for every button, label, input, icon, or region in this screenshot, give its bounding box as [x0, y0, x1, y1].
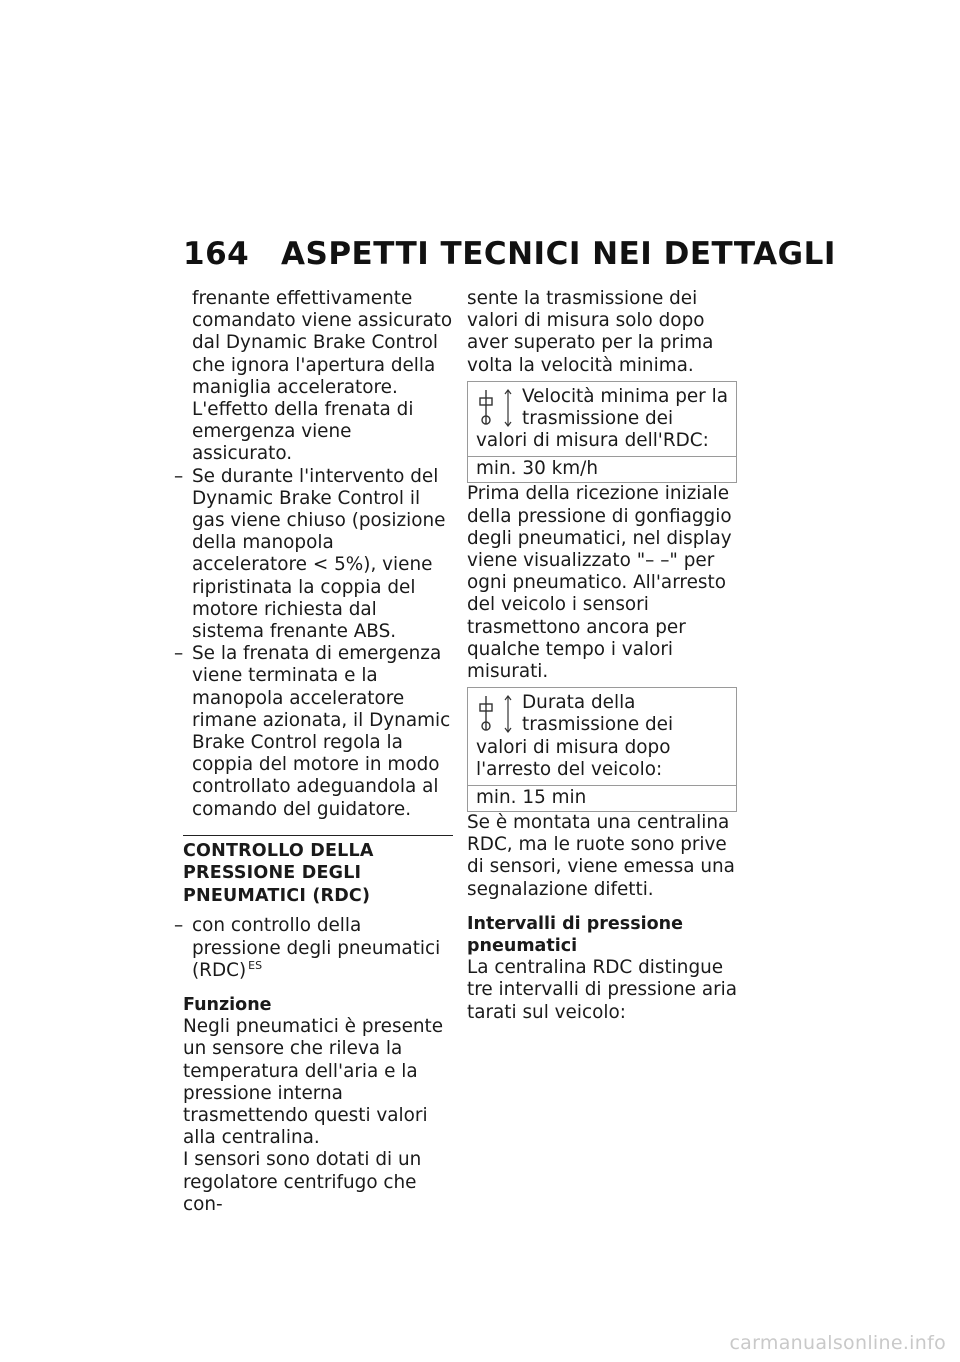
watermark: carmanualsonline.info [729, 1332, 946, 1354]
continued-paragraph: frenante effettivamente comandato viene assicurato dal Dynamic Brake Control che ignora l'apertura della maniglia acceleratore. [192, 288, 453, 398]
page-number: 164 [183, 236, 250, 272]
subheading-intervalli: Intervalli di pressione pneumatici [467, 913, 683, 957]
technical-data-box [467, 381, 737, 484]
function-paragraph: Negli pneumatici è presente un sensore che rileva la temperatura dell'aria e la pressione interna trasmettendo questi valori alla centralina. [183, 1016, 444, 1149]
bullet-item: – Se la frenata di emergenza viene terminata e la manopola acceleratore rimane azionata, il Dynamic Brake Control regola la coppia del motore in modo controllato adeguandola al comando del guidatore. [174, 643, 451, 820]
technical-data-value: min. 15 min [468, 785, 736, 811]
equipment-option: – con controllo della pressione degli pneumatici (RDC) $^{ES}$ [174, 915, 441, 981]
fault-paragraph: Se è montata una centralina RDC, ma le ruote sono prive di sensori, viene emessa una segnalazione difetti. [467, 812, 735, 900]
intervals-paragraph: La centralina RDC distingue tre intervalli di pressione aria tarati sul veicolo: [467, 957, 738, 1023]
technical-data-label: Durata della trasmissione dei valori di misura dopo l'arresto del veicolo: [476, 692, 674, 780]
section-title: CONTROLLO DELLA PRESSIONE DEGLI PNEUMATICI (RDC) [183, 835, 453, 908]
technical-data-icon [476, 386, 516, 430]
page-header [183, 236, 836, 272]
right-column [467, 288, 739, 1024]
display-paragraph: Prima della ricezione iniziale della pressione di gonfiaggio degli pneumatici, nel display viene visualizzato "– –" per ogni pneumatico. All'arresto del veicolo i sensori trasmettono ancora per qualche tempo i valori misurati. [467, 483, 732, 683]
technical-data-box [467, 687, 737, 812]
technical-data-label: Velocità minima per la trasmissione dei valori di misura dell'RDC: [476, 385, 728, 452]
technical-data-icon [476, 692, 516, 736]
emergency-braking-paragraph: L'effetto della frenata di emergenza viene assicurato. [192, 399, 414, 465]
option-code: ES [248, 958, 263, 972]
technical-data-value: min. 30 km/h [468, 456, 736, 482]
sensor-paragraph: I sensori sono dotati di un regolatore centrifugo che con- [183, 1149, 422, 1215]
continued-paragraph: sente la trasmissione dei valori di misura solo dopo aver superato per la prima volta la velocità minima. [467, 288, 714, 376]
chapter-title: ASPETTI TECNICI NEI DETTAGLI [281, 236, 836, 272]
subheading-funzione: Funzione [183, 994, 272, 1015]
bullet-item: – Se durante l'intervento del Dynamic Brake Control il gas viene chiuso (posizione della manopola acceleratore < 5%), viene ripristinata la coppia del motore richiesta dal sistema frenante ABS. [174, 465, 446, 643]
left-column [174, 288, 453, 1216]
